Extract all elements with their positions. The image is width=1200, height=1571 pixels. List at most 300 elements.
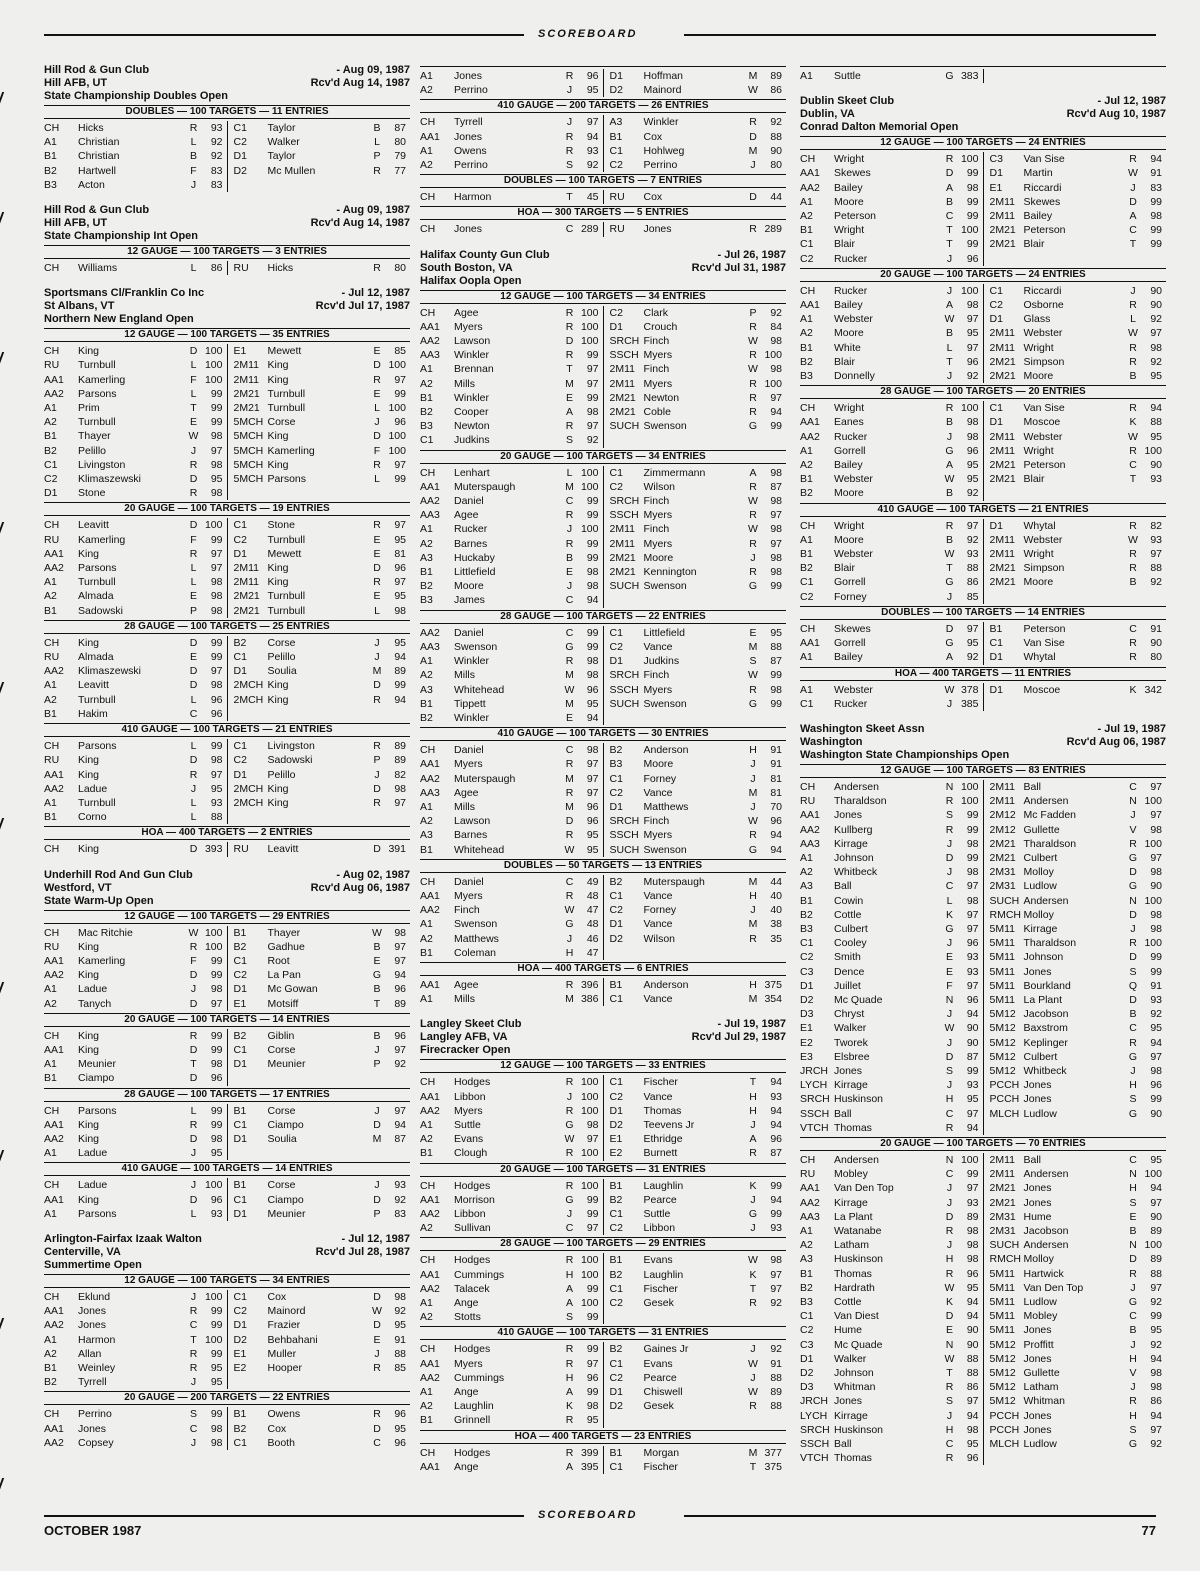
result-score: 81 [770, 786, 782, 799]
result-initial: R [945, 1267, 954, 1280]
result-initial: C [945, 210, 954, 223]
result-row [800, 1409, 983, 1423]
results-block [420, 859, 786, 960]
shoot-section [420, 66, 786, 237]
result-row [228, 121, 411, 135]
result-row [604, 800, 787, 814]
result-shooter: Finch [643, 363, 670, 376]
result-score: 377 [764, 1446, 782, 1459]
result-initial: B [945, 533, 953, 546]
result-score: 92 [966, 651, 979, 664]
result-class: AA1 [800, 299, 820, 312]
result-row [228, 1178, 411, 1192]
result-class: 5M11 [989, 965, 1015, 978]
result-row [420, 405, 603, 419]
result-score: 98 [1150, 908, 1162, 921]
result-score: 94 [966, 1008, 979, 1021]
margin-mark [0, 1478, 12, 1490]
result-shooter: Littlefield [454, 566, 496, 579]
result-initial: D [1129, 195, 1137, 208]
result-row [604, 640, 787, 654]
result-shooter: Finch [643, 335, 670, 348]
result-score: 98 [210, 1058, 223, 1071]
result-shooter: Vance [643, 1090, 673, 1103]
result-score: 98 [770, 1254, 782, 1267]
result-row [604, 565, 787, 579]
result-score: 35 [770, 932, 782, 945]
result-score: 95 [586, 84, 599, 97]
result-class: B1 [609, 1446, 623, 1459]
result-shooter: Corse [267, 1043, 296, 1056]
result-shooter: Cox [643, 130, 663, 143]
result-shooter: Gaines Jr [643, 1343, 689, 1356]
result-initial: J [946, 430, 953, 443]
result-shooter: Jones [1023, 1093, 1052, 1106]
result-score: 90 [1150, 459, 1162, 472]
section-title: SCOREBOARD [538, 28, 638, 40]
result-initial: J [566, 84, 573, 97]
result-initial: W [944, 1281, 955, 1294]
results-left [44, 636, 228, 721]
result-row [984, 650, 1167, 664]
result-shooter: Sullivan [454, 1222, 491, 1235]
result-shooter: Gesek [643, 1400, 674, 1413]
result-class: B1 [420, 1147, 433, 1160]
results-right [984, 284, 1167, 383]
result-shooter: Johnson [834, 1367, 874, 1380]
result-score: 99 [1150, 238, 1162, 251]
results-grid [44, 1176, 410, 1221]
result-row [420, 1460, 603, 1474]
result-shooter: King [267, 693, 289, 706]
result-shooter: Kamerling [78, 533, 126, 546]
result-initial: F [190, 164, 197, 177]
result-shooter: Webster [1023, 430, 1063, 443]
result-class: D2 [233, 1333, 247, 1346]
result-score: 86 [770, 84, 782, 97]
result-initial: R [749, 537, 757, 550]
result-score: 93 [1150, 473, 1162, 486]
result-score: 396 [580, 978, 599, 991]
results-block [44, 328, 410, 500]
result-row [604, 828, 787, 842]
result-row [420, 1399, 603, 1413]
result-class: D1 [233, 665, 247, 678]
result-shooter: Daniel [454, 744, 484, 757]
result-score: 91 [770, 1357, 782, 1370]
result-shooter: Crouch [643, 320, 678, 333]
result-shooter: Blair [1023, 473, 1045, 486]
result-score: 99 [1150, 951, 1162, 964]
result-row [800, 1064, 983, 1078]
result-row [44, 135, 227, 149]
result-initial: C [1129, 1022, 1137, 1035]
results-grid [420, 304, 786, 448]
result-class: D1 [233, 1058, 247, 1071]
result-row [44, 1132, 227, 1146]
result-shooter: Klimaszewski [78, 473, 142, 486]
result-row [420, 115, 603, 129]
result-shooter: King [267, 576, 289, 589]
result-class: 2M11 [989, 780, 1015, 793]
result-score: 97 [586, 420, 599, 433]
result-initial: K [1129, 416, 1137, 429]
result-score: 88 [1150, 416, 1162, 429]
result-row [800, 879, 983, 893]
result-class: AA1 [800, 167, 820, 180]
result-initial: J [946, 1079, 953, 1092]
result-score: 96 [394, 1408, 406, 1421]
result-score: 100 [388, 402, 406, 415]
results-left [420, 1075, 604, 1160]
result-shooter: King [78, 345, 100, 358]
result-score: 97 [210, 547, 223, 560]
result-shooter: Morrison [454, 1193, 495, 1206]
result-score: 99 [210, 402, 223, 415]
results-left [44, 739, 228, 824]
result-score: 100 [580, 1297, 599, 1309]
result-class: A2 [420, 932, 433, 945]
result-initial: J [374, 1179, 380, 1192]
result-row [984, 1238, 1167, 1252]
result-initial: R [565, 1254, 574, 1267]
result-initial: R [749, 349, 757, 362]
block-title: 12 GAUGE — 100 TARGETS — 34 ENTRIES [420, 291, 786, 304]
result-score: 95 [210, 1376, 223, 1389]
result-class: AA2 [420, 1207, 440, 1220]
result-shooter: Mewett [267, 547, 302, 560]
result-score: 95 [394, 636, 406, 649]
result-score: 92 [1150, 576, 1162, 589]
result-class: C1 [609, 626, 623, 639]
event-name: Northern New England Open [44, 313, 194, 326]
block-title: 28 GAUGE — 100 TARGETS — 25 ENTRIES [44, 621, 410, 634]
result-class: C1 [609, 1207, 623, 1220]
block-title: DOUBLES — 50 TARGETS — 13 ENTRIES [420, 860, 786, 873]
result-row [800, 1238, 983, 1252]
result-score: 95 [210, 1361, 223, 1374]
shoot-date: - Aug 02, 1987 [336, 868, 410, 881]
result-class: A1 [420, 363, 433, 376]
shoot-date: - Jul 19, 1987 [1097, 722, 1166, 735]
result-score: 96 [770, 1133, 782, 1146]
result-class: AA1 [420, 480, 440, 493]
results-right [604, 875, 787, 960]
result-class: MLCH [989, 1107, 1020, 1120]
results-block [44, 245, 410, 275]
results-grid [800, 282, 1166, 383]
result-shooter: Osborne [1023, 299, 1064, 312]
results-right [228, 1407, 411, 1450]
result-row [800, 458, 983, 472]
result-score: 99 [966, 167, 979, 180]
result-shooter: Agee [454, 509, 479, 522]
result-initial: J [374, 1104, 380, 1117]
result-shooter: Andersen [834, 780, 879, 793]
result-shooter: King [267, 373, 289, 386]
result-score: 93 [586, 144, 599, 157]
result-shooter: Parsons [78, 562, 117, 575]
result-row [44, 1333, 227, 1347]
result-class: CH [800, 402, 816, 415]
result-score: 97 [1150, 780, 1162, 793]
result-class: 2M21 [609, 406, 636, 419]
result-class: C1 [609, 772, 623, 785]
result-shooter: Gesek [643, 1297, 674, 1309]
result-score: 98 [770, 495, 782, 508]
block-title: 12 GAUGE — 100 TARGETS — 29 ENTRIES [44, 911, 410, 924]
result-shooter: Bailey [1023, 210, 1053, 223]
result-class: A3 [420, 683, 433, 696]
result-row [604, 494, 787, 508]
result-score: 94 [770, 1118, 782, 1131]
results-left [44, 344, 228, 500]
result-score: 88 [1150, 562, 1162, 575]
results-block [420, 174, 786, 204]
result-shooter: Christian [78, 136, 120, 149]
result-initial: S [945, 809, 953, 822]
result-row [604, 1075, 787, 1089]
result-initial: M [565, 480, 574, 493]
result-initial: J [566, 116, 573, 129]
result-score: 99 [586, 349, 599, 362]
result-score: 98 [966, 866, 979, 879]
result-row [228, 1304, 411, 1318]
result-row [604, 626, 787, 640]
result-score: 94 [770, 843, 782, 856]
result-class: RU [800, 795, 816, 808]
result-score: 98 [210, 679, 223, 692]
result-score: 88 [770, 130, 782, 143]
result-score: 98 [210, 1422, 223, 1435]
result-initial: A [749, 466, 757, 479]
result-row [984, 965, 1167, 979]
event-name: Firecracker Open [420, 1044, 511, 1057]
result-class: C1 [233, 1290, 247, 1303]
results-right [228, 1029, 411, 1086]
result-shooter: Whytal [1023, 519, 1056, 532]
result-class: SSCH [609, 829, 639, 842]
results-left [420, 1253, 604, 1324]
result-row [800, 472, 983, 486]
result-class: AA2 [420, 1371, 440, 1384]
result-initial: L [946, 341, 953, 354]
result-initial: M [748, 993, 758, 1006]
result-row [420, 1221, 603, 1235]
result-score: 99 [586, 1193, 599, 1206]
result-initial: C [565, 875, 574, 888]
result-shooter: Thomas [834, 1121, 872, 1134]
result-row [800, 486, 983, 500]
result-initial: T [190, 1058, 197, 1071]
result-class: A1 [420, 993, 433, 1006]
result-row [800, 650, 983, 664]
result-row [44, 121, 227, 135]
block-title: 20 GAUGE — 100 TARGETS — 70 ENTRIES [800, 1138, 1166, 1151]
result-row [228, 344, 411, 358]
result-shooter: Simpson [1023, 562, 1065, 575]
result-initial: J [946, 697, 953, 710]
result-class: 5MCH [233, 473, 264, 486]
result-score: 92 [586, 159, 599, 172]
result-initial: H [565, 1268, 574, 1281]
result-row [984, 993, 1167, 1007]
result-row [604, 697, 787, 711]
result-shooter: Eanes [834, 416, 864, 429]
results-right [604, 1446, 787, 1474]
result-shooter: Corse [267, 1179, 296, 1192]
result-row [44, 664, 227, 678]
margin-mark [0, 1318, 12, 1330]
result-class: A2 [44, 997, 57, 1010]
result-row [420, 1207, 603, 1221]
result-initial: D [189, 345, 198, 358]
result-initial: R [565, 1179, 574, 1192]
result-row [604, 1282, 787, 1296]
result-initial: D [189, 519, 198, 532]
result-initial: R [189, 458, 198, 471]
result-shooter: Winkler [454, 655, 490, 668]
result-initial: Q [1128, 979, 1138, 992]
result-row [604, 158, 787, 172]
result-score: 91 [770, 758, 782, 771]
result-class: A3 [609, 116, 623, 129]
result-class: A1 [44, 679, 57, 692]
result-shooter: Stone [267, 519, 295, 532]
result-row [44, 1043, 227, 1057]
result-initial: R [945, 1121, 954, 1134]
result-shooter: Turnbull [267, 590, 306, 603]
result-row [420, 419, 603, 433]
result-row [228, 589, 411, 603]
result-shooter: Chiswell [643, 1386, 683, 1399]
results-left [44, 842, 228, 856]
result-score: 90 [966, 1022, 979, 1035]
result-initial: L [566, 466, 573, 479]
result-score: 98 [210, 754, 223, 767]
result-initial: W [748, 815, 758, 828]
result-class: 5M11 [989, 979, 1015, 992]
result-row [800, 823, 983, 837]
result-score: 100 [960, 795, 979, 808]
result-class: B1 [989, 622, 1003, 635]
result-shooter: King [267, 562, 289, 575]
result-row [228, 650, 411, 664]
results-block [44, 1391, 410, 1450]
result-shooter: Swenson [454, 918, 498, 931]
result-score: 89 [1150, 1225, 1162, 1237]
result-class: AA1 [420, 1268, 440, 1281]
result-shooter: Mobley [834, 1168, 868, 1181]
result-class: C1 [800, 697, 814, 710]
result-score: 100 [388, 359, 406, 372]
result-class: A2 [420, 669, 433, 682]
result-row [44, 739, 227, 753]
result-row [604, 1357, 787, 1371]
result-score: 47 [586, 946, 599, 959]
result-row [800, 312, 983, 326]
result-class: 2M21 [609, 391, 636, 404]
result-row [420, 362, 603, 376]
result-initial: L [190, 1104, 197, 1117]
result-class: A1 [800, 313, 813, 326]
result-score: 100 [580, 1147, 599, 1160]
result-initial: R [749, 391, 757, 404]
result-initial: D [945, 851, 954, 864]
result-score: 96 [586, 1371, 599, 1384]
result-row [984, 369, 1167, 383]
results-column-3 [800, 64, 1166, 1477]
result-shooter: Agee [454, 306, 479, 319]
result-row [984, 152, 1167, 166]
results-left [44, 518, 228, 617]
result-score: 98 [394, 926, 406, 939]
result-shooter: King [78, 547, 100, 560]
results-right [228, 1178, 411, 1221]
result-shooter: Ball [1023, 1153, 1042, 1166]
result-initial: W [564, 683, 575, 696]
result-score: 97 [586, 772, 599, 785]
result-class: B1 [44, 430, 57, 443]
result-score: 92 [966, 370, 979, 383]
results-grid [420, 1251, 786, 1324]
result-row [984, 1224, 1167, 1238]
result-class: 5M12 [989, 1352, 1016, 1365]
result-initial: M [748, 144, 758, 157]
result-score: 89 [394, 754, 406, 767]
result-initial: S [189, 1408, 197, 1421]
result-initial: D [373, 782, 381, 795]
result-score: 86 [1150, 1395, 1162, 1408]
result-class: A1 [420, 1297, 433, 1309]
result-initial: D [373, 359, 381, 372]
result-row [800, 1295, 983, 1309]
result-row [44, 1118, 227, 1132]
results-block [420, 1326, 786, 1427]
result-shooter: Myers [454, 1104, 483, 1117]
result-class: B1 [800, 894, 813, 907]
result-shooter: Prim [78, 402, 100, 415]
result-shooter: Hooper [267, 1361, 302, 1374]
result-initial: J [566, 1207, 573, 1220]
result-class: E1 [800, 1022, 813, 1035]
result-score: 97 [966, 979, 979, 992]
result-row [604, 875, 787, 889]
result-shooter: Van Den Top [834, 1182, 894, 1195]
result-score: 95 [586, 1414, 599, 1427]
result-class: C1 [800, 238, 814, 251]
result-shooter: Winkler [454, 349, 490, 362]
result-class: E1 [609, 1133, 623, 1146]
result-row [800, 326, 983, 340]
result-row [984, 1380, 1167, 1394]
result-shooter: Moscoe [1023, 683, 1061, 696]
results-left [420, 978, 604, 1006]
result-shooter: Pelillo [267, 651, 296, 664]
result-row [984, 472, 1167, 486]
result-class: 2M12 [989, 809, 1016, 822]
result-score: 96 [770, 815, 782, 828]
result-class: C1 [800, 576, 814, 589]
result-score: 46 [586, 932, 599, 945]
results-grid [44, 516, 410, 617]
result-class: C1 [609, 1076, 623, 1089]
result-score: 378 [960, 683, 979, 696]
result-shooter: Winkler [454, 391, 490, 404]
result-class: B2 [233, 1422, 247, 1435]
result-shooter: Chryst [834, 1008, 865, 1021]
result-shooter: Hicks [78, 122, 104, 134]
